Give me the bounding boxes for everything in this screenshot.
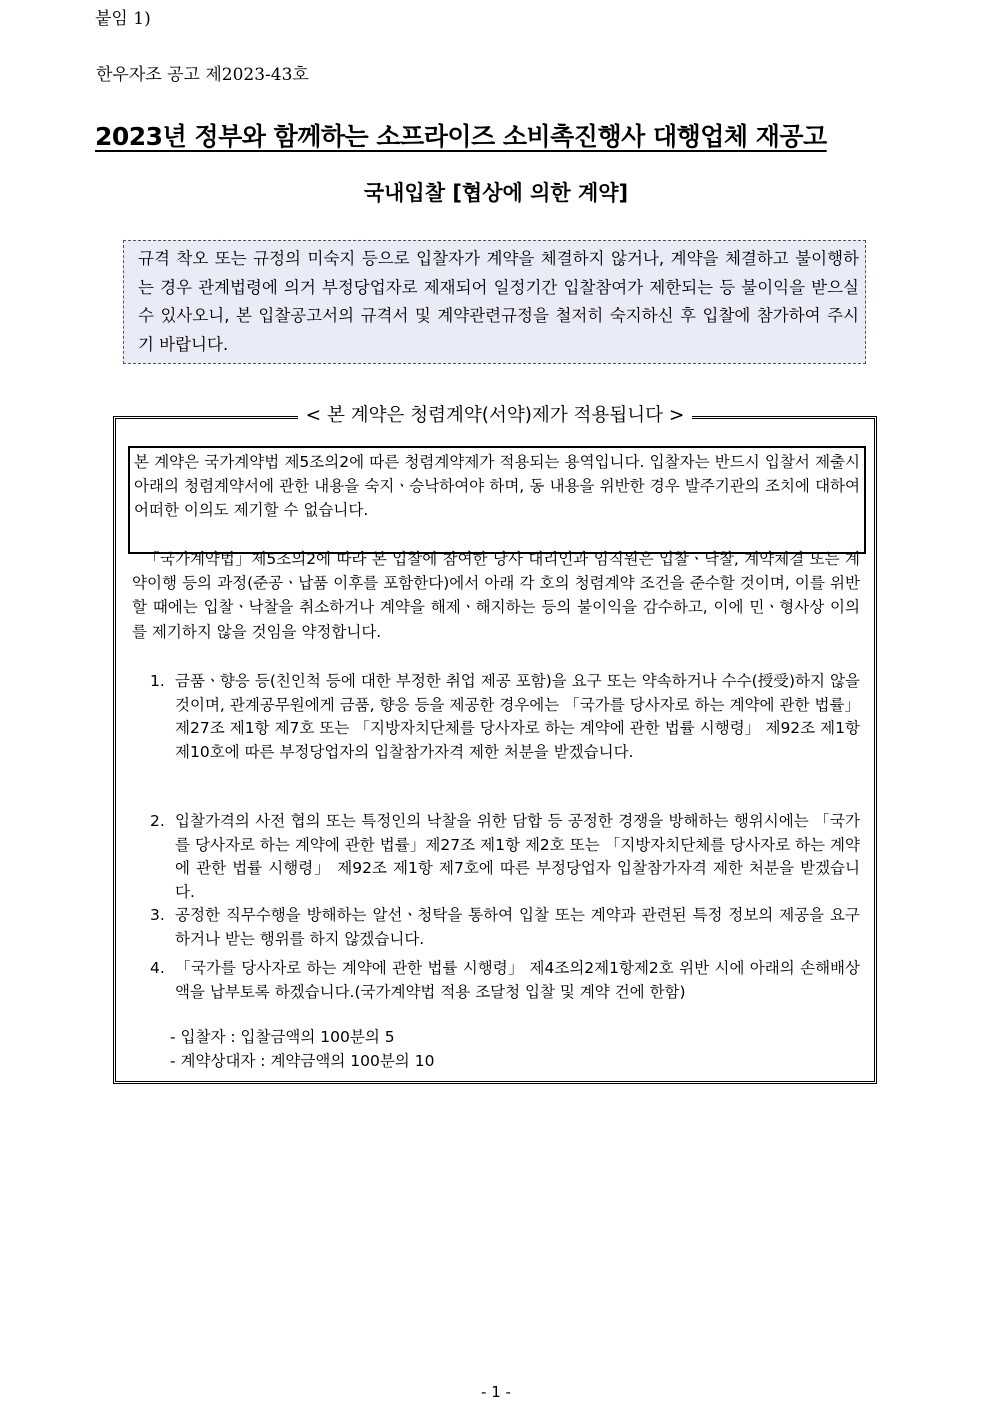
list-item [150,904,860,951]
warning-text: 규격 착오 또는 규정의 미숙지 등으로 입찰자가 계약을 체결하지 않거나, 계약을 체결하고 불이행하는 경우 관계법령에 의거 부정당업자로 제재되어 일정기간 입찰참여가 제한되는 등 불이익을 받으실 수 있사오니, 본 입찰공고서의 규격서 및 계약관련규정을 철저히 숙지하신 후 입찰에 참가하여 주시기 바랍니다. [138,249,859,354]
integrity-heading [114,401,876,427]
list-item-number: 4. [150,959,165,977]
integrity-rule-box: 본 계약은 국가계약법 제5조의2에 따른 청렴계약제가 적용되는 용역입니다. 입찰자는 반드시 입찰서 제출시 아래의 청렴계약서에 관한 내용을 숙지ㆍ승낙하여야 하며, 동 내용을 위반한 경우 발주기관의 조치에 대하여 어떠한 이의도 제기할 수 없습니다. [128,446,866,554]
penalty-contractor: - 계약상대자 : 계약금액의 100분의 10 [170,1052,435,1070]
page-title: 2023년 정부와 함께하는 소프라이즈 소비촉진행사 대행업체 재공고 [95,122,827,151]
list-item-number: 1. [150,672,165,690]
penalty-bidder: - 입찰자 : 입찰금액의 100분의 5 [170,1028,395,1046]
page-number: - 1 - [481,1383,511,1401]
list-item-text: 공정한 직무수행을 방해하는 알선ㆍ청탁을 통하여 입찰 또는 계약과 관련된 특정 정보의 제공을 요구하거나 받는 행위를 하지 않겠습니다. [175,906,860,948]
list-item [150,810,860,904]
list-item [150,957,860,1004]
list-item-text: 「국가를 당사자로 하는 계약에 관한 법률 시행령」 제4조의2제1항제2호 위반 시에 아래의 손해배상액을 납부토록 하겠습니다.(국가계약법 적용 조달청 입찰 및 계약 건에 한함) [175,959,860,1001]
integrity-heading-text: < 본 계약은 청렴계약(서약)제가 적용됩니다 > [298,405,693,426]
integrity-contract-section [113,405,877,1084]
list-item-number: 2. [150,812,165,830]
page-subtitle: 국내입찰 [협상에 의한 계약] [363,181,629,205]
list-item-number: 3. [150,906,165,924]
list-item-text: 금품ㆍ향응 등(친인척 등에 대한 부정한 취업 제공 포함)을 요구 또는 약속하거나 수수(授受)하지 않을 것이며, 관계공무원에게 금품, 향응 등을 제공한 경우에는 「국가를 당사자로 하는 계약에 관한 법률」제27조 제1항 제7호 또는 「지방자치단체를 당사자로 하는 계약에 관한 법률 시행령」 제92조 제1항 제10호에 따른 부정당업자의 입찰참가자격 제한 처분을 받겠습니다. [175,672,860,761]
integrity-intro: 「국가계약법」제5조의2에 따라 본 입찰에 참여한 당사 대리인과 임직원은 입찰ㆍ낙찰, 계약체결 또는 계약이행 등의 과정(준공ㆍ납품 이후를 포함한다)에서 아래 각 호의 청렴계약 조건을 준수할 것이며, 이를 위반할 때에는 입찰ㆍ낙찰을 취소하거나 계약을 해제ㆍ해지하는 등의 불이익을 감수하고, 이에 민ㆍ형사상 이의를 제기하지 않을 것임을 약정합니다. [132,550,860,641]
notice-number: 한우자조 공고 제2023-43호 [96,65,309,85]
list-item-text: 입찰가격의 사전 협의 또는 특정인의 낙찰을 위한 담합 등 공정한 경쟁을 방해하는 행위시에는 「국가를 당사자로 하는 계약에 관한 법률」제27조 제1항 제2호 또는 「지방자치단체를 당사자로 하는 계약에 관한 법률 시행령」 제92조 제1항 제7호에 따른 부정당업자 입찰참가자격 제한 처분을 받겠습니다. [175,812,860,901]
attachment-label: 붙임 1) [95,9,151,29]
list-item [150,670,860,764]
warning-box [123,240,866,364]
